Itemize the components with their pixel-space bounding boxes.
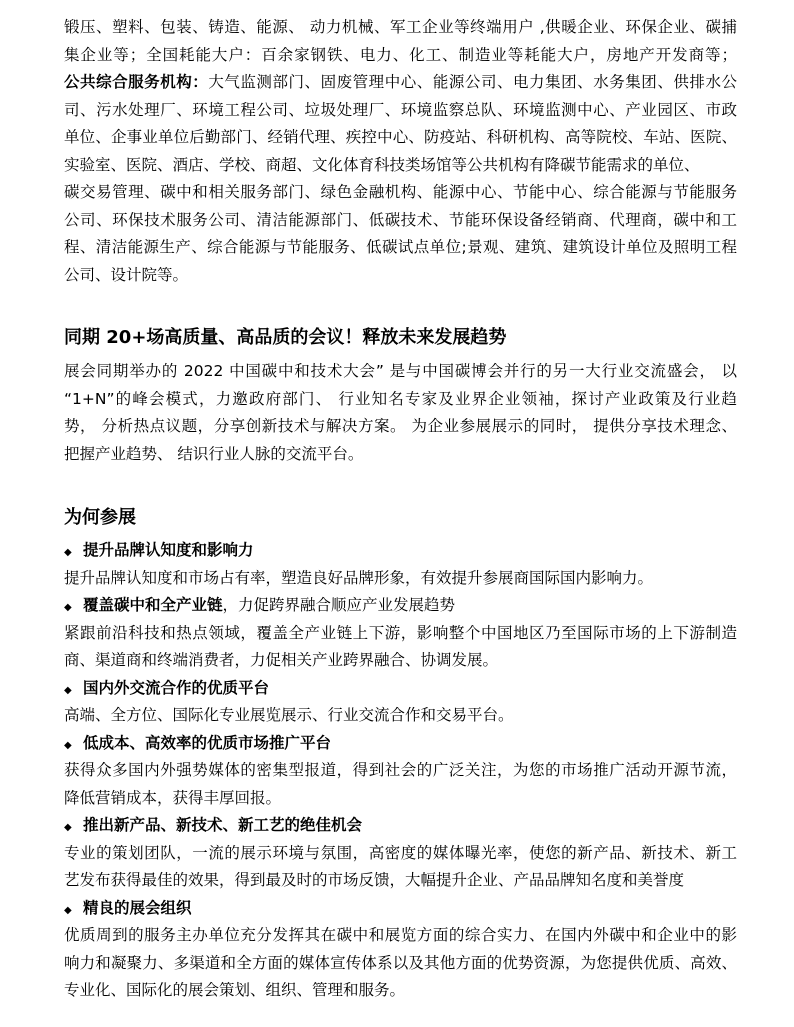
bullet-item [64, 730, 737, 813]
diamond-bullet-icon: ◆ [64, 602, 72, 613]
bullet-description-line: 优质周到的服务主办单位充分发挥其在碳中和展览方面的综合实力、在国内外碳中和企业中的影 [64, 926, 737, 944]
bullet-title-row [64, 592, 737, 620]
diamond-bullet-icon: ◆ [64, 739, 72, 751]
diamond-bullet-icon: ◆ [64, 547, 72, 558]
bullet-title: 推出新产品、新技术、新工艺的绝佳机会 [83, 816, 363, 834]
bullet-description-line: 艺发布获得最佳的效果，得到最及时的市场反馈，大幅提升企业、产品品牌知名度和美誉度 [64, 871, 685, 889]
bullet-item [64, 812, 737, 895]
bullet-item [64, 675, 737, 730]
bullet-description-line: 专业的策划团队，一流的展示环境与氛围，高密度的媒体曝光率，使您的新产品、新技术、新工 [64, 843, 737, 862]
bullet-item [64, 537, 737, 592]
bullet-description-line: 获得众多国内外强势媒体的密集型报道，得到社会的广泛关注，为您的市场推广活动开源节流， [64, 761, 737, 779]
bullet-description-line: 提升品牌认知度和市场占有率，塑造良好品牌形象，有效提升参展商国际国内影响力。 [64, 568, 654, 587]
bullet-title-suffix: ，力促跨界融合顺应产业发展趋势 [222, 596, 456, 614]
paragraph-line: 碳交易管理、碳中和相关服务部门、绿色金融机构、能源中心、节能中心、综合能源与节能服务 [64, 183, 737, 201]
bullet-description-line: 紧跟前沿科技和热点领域，覆盖全产业链上下游，影响整个中国地区乃至国际市场的上下游制造 [64, 623, 737, 642]
paragraph-line: “1+N”的峰会模式，力邀政府部门、 行业知名专家及业界企业领袖，探讨产业政策及行业趋 [64, 389, 737, 408]
bullet-title: 国内外交流合作的优质平台 [83, 678, 270, 697]
bullet-title: 提升品牌认知度和影响力 [83, 541, 254, 559]
bullet-description-line: 商、渠道商和终端消费者，力促相关产业跨界融合、协调发展。 [64, 651, 499, 669]
paragraph-line: 程、清洁能源生产、综合能源与节能服务、低碳试点单位;景观、建筑、建筑设计单位及照明工程 [64, 238, 737, 256]
paragraph-line: 展会同期举办的 2022 中国碳中和技术大会” 是与中国碳博会并行的另一大行业交流盛会， 以 [64, 362, 737, 380]
bullet-title-row [64, 812, 737, 840]
bullet-item [64, 592, 737, 675]
paragraph-line: 单位、企事业单位后勤部门、经销代理、疾控中心、防疫站、科研机构、高等院校、车站、医院、 [64, 128, 737, 146]
bullet-title-row [64, 895, 737, 923]
bullet-title: 覆盖碳中和全产业链 [83, 596, 223, 614]
diamond-bullet-icon: ◆ [64, 822, 72, 833]
target-audience-section [64, 14, 737, 289]
public-services-label: 公共综合服务机构： [64, 73, 209, 91]
paragraph-line: 实验室、医院、酒店、学校、商超、文化体育科技类场馆等公共机构有降碳节能需求的单位、 [64, 155, 700, 174]
bullet-title-row [64, 675, 737, 703]
conference-heading: 同期 20+场高质量、高品质的会议！释放未来发展趋势 [64, 327, 507, 348]
public-services-text: 大气监测部门、固废管理中心、能源公司、电力集团、水务集团、供排水公 [208, 73, 737, 91]
paragraph-line: 集企业等；全国耗能大户：百余家钢铁、电力、化工、制造业等耗能大户，房地产开发商等； [64, 45, 737, 64]
bullet-title-row [64, 730, 737, 758]
diamond-bullet-icon: ◆ [64, 904, 72, 916]
bullet-description-line: 响力和凝聚力、多渠道和全方面的媒体宣传体系以及其他方面的优势资源，为您提供优质、高效、 [64, 953, 737, 972]
paragraph-line: 公司、设计院等。 [64, 265, 189, 284]
paragraph-line: 势， 分析热点议题，分享创新技术与解决方案。 为企业参展展示的同时， 提供分享技术理念、 [64, 417, 737, 435]
conference-paragraph [64, 358, 737, 468]
paragraph-line: 公司、环保技术服务公司、清洁能源部门、低碳技术、节能环保设备经销商、代理商，碳中和工 [64, 210, 737, 229]
bullet-title: 精良的展会组织 [83, 898, 192, 917]
public-services-first-line [64, 69, 737, 97]
bullet-description-line: 专业化、国际化的展会策划、组织、管理和服务。 [64, 981, 406, 999]
bullet-title: 低成本、高效率的优质市场推广平台 [83, 733, 332, 752]
bullet-description-line: 高端、全方位、国际化专业展览展示、行业交流合作和交易平台。 [64, 706, 514, 724]
why-exhibit-heading: 为何参展 [64, 507, 136, 528]
paragraph-line: 把握产业趋势、 结识行业人脉的交流平台。 [64, 444, 364, 463]
bullet-item [64, 895, 737, 1005]
paragraph-line: 司、污水处理厂、环境工程公司、垃圾处理厂、环境监察总队、环境监测中心、产业园区、市政 [64, 100, 737, 119]
bullet-title-row [64, 537, 737, 565]
paragraph-line: 锻压、塑料、包装、铸造、能源、 动力机械、军工企业等终端用户 ,供暖企业、环保企业、碳捕 [64, 18, 737, 36]
why-exhibit-list [64, 537, 737, 1005]
diamond-bullet-icon: ◆ [64, 684, 72, 696]
bullet-description-line: 降低营销成本，获得丰厚回报。 [64, 788, 282, 807]
